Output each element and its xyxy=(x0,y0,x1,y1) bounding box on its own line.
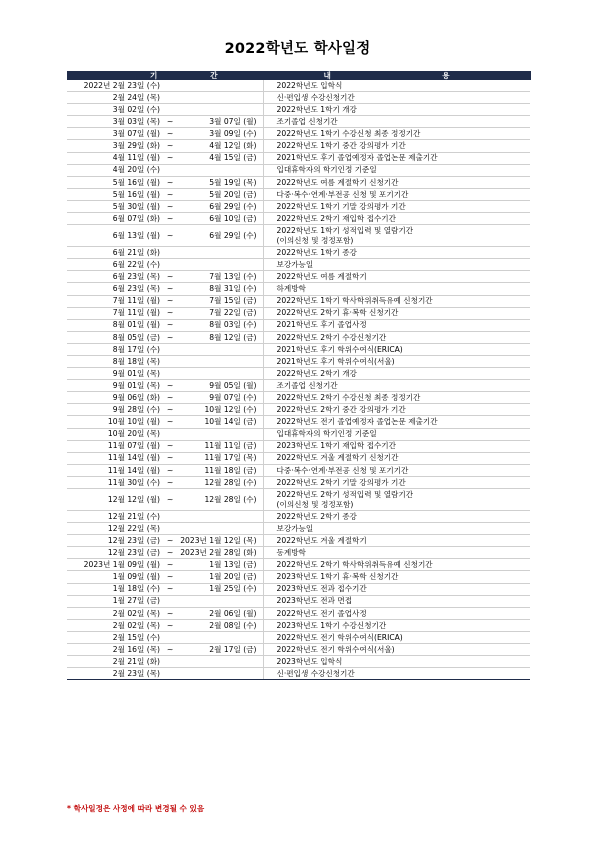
description-cell: 2023학년도 전과 면접 xyxy=(263,595,530,607)
start-date-cell: 12월 23일 (금) xyxy=(67,547,164,559)
table-row xyxy=(67,283,530,295)
end-date-cell: 5월 20일 (금) xyxy=(176,188,263,200)
range-tilde-cell: ~ xyxy=(164,176,176,188)
table-row xyxy=(67,225,530,247)
start-date-cell: 4월 11일 (월) xyxy=(67,152,164,164)
description-cell: 2022학년도 2학기 수강신청기간 xyxy=(263,331,530,343)
end-date-cell xyxy=(176,428,263,440)
description-cell: 2022학년도 2학기 학사학위취득유예 신청기간 xyxy=(263,559,530,571)
end-date-cell: 11월 18일 (금) xyxy=(176,464,263,476)
description-cell xyxy=(263,489,530,511)
range-tilde-cell xyxy=(164,428,176,440)
table-row xyxy=(67,644,530,656)
range-tilde-cell xyxy=(164,80,176,92)
table-row xyxy=(67,355,530,367)
end-date-cell: 8월 31일 (수) xyxy=(176,283,263,295)
range-tilde-cell: ~ xyxy=(164,271,176,283)
range-tilde-cell: ~ xyxy=(164,583,176,595)
range-tilde-cell: ~ xyxy=(164,295,176,307)
start-date-cell: 2월 23일 (목) xyxy=(67,668,164,680)
table-row xyxy=(67,656,530,668)
end-date-cell xyxy=(176,656,263,668)
description-cell: 2023학년도 1학기 휴·복학 신청기간 xyxy=(263,571,530,583)
description-cell: 2022학년도 겨울 계절학기 신청기간 xyxy=(263,452,530,464)
description-cell: 다중·복수·연계·부전공 신청 및 포기기간 xyxy=(263,464,530,476)
range-tilde-cell: ~ xyxy=(164,547,176,559)
description-cell: 2022학년도 2학기 수강신청 최종 정정기간 xyxy=(263,392,530,404)
start-date-cell: 11월 14일 (월) xyxy=(67,464,164,476)
table-row xyxy=(67,200,530,212)
start-date-cell: 1월 27일 (금) xyxy=(67,595,164,607)
start-date-cell: 2월 21일 (화) xyxy=(67,656,164,668)
description-cell: 2023학년도 입학식 xyxy=(263,656,530,668)
period-header-char-1: 기 xyxy=(150,70,158,80)
range-tilde-cell xyxy=(164,104,176,116)
description-cell: 2022학년도 1학기 수강신청 최종 정정기간 xyxy=(263,128,530,140)
description-cell: 보강가능일 xyxy=(263,259,530,271)
end-date-cell xyxy=(176,80,263,92)
range-tilde-cell: ~ xyxy=(164,607,176,619)
start-date-cell: 8월 05일 (금) xyxy=(67,331,164,343)
end-date-cell: 4월 15일 (금) xyxy=(176,152,263,164)
end-date-cell: 3월 07일 (월) xyxy=(176,116,263,128)
start-date-cell: 9월 06일 (화) xyxy=(67,392,164,404)
table-row xyxy=(67,489,530,511)
range-tilde-cell xyxy=(164,355,176,367)
table-row xyxy=(67,368,530,380)
description-line-1: 2022학년도 1학기 성적입력 및 열람기간 xyxy=(276,226,414,236)
table-row xyxy=(67,452,530,464)
start-date-cell: 6월 22일 (수) xyxy=(67,259,164,271)
description-cell: 2022학년도 겨울 계절학기 xyxy=(263,535,530,547)
start-date-cell: 6월 23일 (목) xyxy=(67,283,164,295)
end-date-cell xyxy=(176,259,263,271)
end-date-cell: 5월 19일 (목) xyxy=(176,176,263,188)
table-row xyxy=(67,213,530,225)
description-cell: 입대휴학자의 학기인정 기준일 xyxy=(263,428,530,440)
start-date-cell: 11월 07일 (월) xyxy=(67,440,164,452)
range-tilde-cell: ~ xyxy=(164,213,176,225)
table-row xyxy=(67,404,530,416)
end-date-cell: 10월 14일 (금) xyxy=(176,416,263,428)
range-tilde-cell: ~ xyxy=(164,452,176,464)
content-header xyxy=(263,71,530,80)
description-cell: 2023학년도 1학기 수강신청기간 xyxy=(263,619,530,631)
table-row xyxy=(67,595,530,607)
schedule-body xyxy=(67,80,530,680)
description-cell: 2022학년도 전기 졸업사정 xyxy=(263,607,530,619)
range-tilde-cell xyxy=(164,631,176,643)
description-cell: 2022학년도 1학기 기말 강의평가 기간 xyxy=(263,200,530,212)
start-date-cell: 6월 21일 (화) xyxy=(67,247,164,259)
start-date-cell: 10월 10일 (월) xyxy=(67,416,164,428)
range-tilde-cell xyxy=(164,368,176,380)
description-cell: 2022학년도 2학기 종강 xyxy=(263,511,530,523)
end-date-cell: 2월 08일 (수) xyxy=(176,619,263,631)
table-row xyxy=(67,188,530,200)
description-cell: 2021학년도 후기 학위수여식(ERICA) xyxy=(263,343,530,355)
description-cell: 2022학년도 여름 계절학기 신청기간 xyxy=(263,176,530,188)
start-date-cell: 1월 09일 (월) xyxy=(67,571,164,583)
start-date-cell: 11월 14일 (월) xyxy=(67,452,164,464)
description-cell: 2022학년도 1학기 종강 xyxy=(263,247,530,259)
start-date-cell: 5월 30일 (월) xyxy=(67,200,164,212)
end-date-cell xyxy=(176,523,263,535)
table-row xyxy=(67,440,530,452)
end-date-cell: 2023년 1월 12일 (목) xyxy=(176,535,263,547)
table-row xyxy=(67,380,530,392)
range-tilde-cell: ~ xyxy=(164,559,176,571)
start-date-cell: 3월 29일 (화) xyxy=(67,140,164,152)
content-header-char-1: 내 xyxy=(323,70,331,80)
description-line-2: (이의신청 및 정정포함) xyxy=(276,235,354,245)
start-date-cell: 2월 02일 (목) xyxy=(67,619,164,631)
table-row xyxy=(67,271,530,283)
table-row xyxy=(67,535,530,547)
end-date-cell: 12월 28일 (수) xyxy=(176,476,263,488)
table-row xyxy=(67,392,530,404)
range-tilde-cell xyxy=(164,668,176,680)
content-header-char-2: 용 xyxy=(442,70,450,80)
start-date-cell: 11월 30일 (수) xyxy=(67,476,164,488)
description-cell: 다중·복수·연계·부전공 신청 및 포기기간 xyxy=(263,188,530,200)
table-row xyxy=(67,523,530,535)
end-date-cell xyxy=(176,368,263,380)
start-date-cell: 2월 24일 (목) xyxy=(67,92,164,104)
start-date-cell: 9월 28일 (수) xyxy=(67,404,164,416)
start-date-cell: 12월 22일 (목) xyxy=(67,523,164,535)
end-date-cell: 3월 09일 (수) xyxy=(176,128,263,140)
range-tilde-cell: ~ xyxy=(164,152,176,164)
table-row xyxy=(67,307,530,319)
range-tilde-cell: ~ xyxy=(164,476,176,488)
range-tilde-cell: ~ xyxy=(164,225,176,247)
range-tilde-cell: ~ xyxy=(164,331,176,343)
description-cell xyxy=(263,225,530,247)
range-tilde-cell: ~ xyxy=(164,307,176,319)
table-row xyxy=(67,164,530,176)
description-cell: 2022학년도 여름 계절학기 xyxy=(263,271,530,283)
range-tilde-cell xyxy=(164,164,176,176)
range-tilde-cell: ~ xyxy=(164,116,176,128)
description-cell: 신·편입생 수강신청기간 xyxy=(263,92,530,104)
schedule-table xyxy=(67,71,531,680)
end-date-cell: 11월 17일 (목) xyxy=(176,452,263,464)
table-row xyxy=(67,80,530,92)
description-cell: 2023학년도 1학기 재입학 접수기간 xyxy=(263,440,530,452)
range-tilde-cell: ~ xyxy=(164,380,176,392)
range-tilde-cell: ~ xyxy=(164,489,176,511)
range-tilde-cell: ~ xyxy=(164,535,176,547)
end-date-cell xyxy=(176,92,263,104)
description-cell: 2022학년도 2학기 중간 강의평가 기간 xyxy=(263,404,530,416)
description-cell: 2022학년도 2학기 개강 xyxy=(263,368,530,380)
end-date-cell xyxy=(176,104,263,116)
range-tilde-cell: ~ xyxy=(164,404,176,416)
start-date-cell: 3월 02일 (수) xyxy=(67,104,164,116)
end-date-cell xyxy=(176,668,263,680)
start-date-cell: 6월 23일 (목) xyxy=(67,271,164,283)
table-row xyxy=(67,511,530,523)
end-date-cell: 1월 25일 (수) xyxy=(176,583,263,595)
end-date-cell: 9월 07일 (수) xyxy=(176,392,263,404)
table-row xyxy=(67,295,530,307)
end-date-cell: 7월 13일 (수) xyxy=(176,271,263,283)
range-tilde-cell xyxy=(164,523,176,535)
end-date-cell: 2023년 2월 28일 (화) xyxy=(176,547,263,559)
range-tilde-cell: ~ xyxy=(164,128,176,140)
start-date-cell: 5월 16일 (월) xyxy=(67,188,164,200)
table-row xyxy=(67,559,530,571)
table-row xyxy=(67,92,530,104)
start-date-cell: 6월 07일 (화) xyxy=(67,213,164,225)
description-cell: 2022학년도 전기 학위수여식(서울) xyxy=(263,644,530,656)
range-tilde-cell: ~ xyxy=(164,319,176,331)
range-tilde-cell: ~ xyxy=(164,140,176,152)
footnote: * 학사일정은 사정에 따라 변경될 수 있음 xyxy=(67,804,205,813)
start-date-cell: 4월 20일 (수) xyxy=(67,164,164,176)
end-date-cell xyxy=(176,164,263,176)
end-date-cell: 2월 06일 (월) xyxy=(176,607,263,619)
end-date-cell: 1월 20일 (금) xyxy=(176,571,263,583)
end-date-cell xyxy=(176,631,263,643)
table-row xyxy=(67,319,530,331)
start-date-cell: 12월 12일 (월) xyxy=(67,489,164,511)
start-date-cell: 10월 20일 (목) xyxy=(67,428,164,440)
end-date-cell: 4월 12일 (화) xyxy=(176,140,263,152)
table-row xyxy=(67,607,530,619)
description-cell: 2023학년도 전과 접수기간 xyxy=(263,583,530,595)
start-date-cell: 9월 01일 (목) xyxy=(67,380,164,392)
start-date-cell: 2023년 1월 09일 (월) xyxy=(67,559,164,571)
description-line-2: (이의신청 및 정정포함) xyxy=(276,499,354,509)
end-date-cell: 8월 03일 (수) xyxy=(176,319,263,331)
table-row xyxy=(67,668,530,680)
end-date-cell xyxy=(176,343,263,355)
description-cell: 입대휴학자의 학기인정 기준일 xyxy=(263,164,530,176)
table-row xyxy=(67,343,530,355)
description-cell: 2022학년도 전기 학위수여식(ERICA) xyxy=(263,631,530,643)
start-date-cell: 12월 23일 (금) xyxy=(67,535,164,547)
end-date-cell xyxy=(176,511,263,523)
table-row xyxy=(67,247,530,259)
table-row xyxy=(67,416,530,428)
table-row xyxy=(67,619,530,631)
description-cell: 2022학년도 입학식 xyxy=(263,80,530,92)
range-tilde-cell xyxy=(164,259,176,271)
table-row xyxy=(67,140,530,152)
description-cell: 조기졸업 신청기간 xyxy=(263,116,530,128)
table-row xyxy=(67,631,530,643)
range-tilde-cell: ~ xyxy=(164,619,176,631)
end-date-cell: 2월 17일 (금) xyxy=(176,644,263,656)
range-tilde-cell: ~ xyxy=(164,188,176,200)
range-tilde-cell: ~ xyxy=(164,200,176,212)
range-tilde-cell: ~ xyxy=(164,283,176,295)
end-date-cell xyxy=(176,355,263,367)
table-row xyxy=(67,464,530,476)
range-tilde-cell: ~ xyxy=(164,644,176,656)
description-line-1: 2022학년도 2학기 성적입력 및 열람기간 xyxy=(276,489,414,499)
description-cell: 2021학년도 후기 졸업사정 xyxy=(263,319,530,331)
description-cell: 보강가능일 xyxy=(263,523,530,535)
start-date-cell: 2월 02일 (목) xyxy=(67,607,164,619)
start-date-cell: 12월 21일 (수) xyxy=(67,511,164,523)
description-cell: 2021학년도 후기 졸업예정자 졸업논문 제출기간 xyxy=(263,152,530,164)
end-date-cell xyxy=(176,595,263,607)
table-row xyxy=(67,152,530,164)
description-cell: 2022학년도 전기 졸업예정자 졸업논문 제출기간 xyxy=(263,416,530,428)
table-row xyxy=(67,583,530,595)
range-tilde-cell xyxy=(164,656,176,668)
end-date-cell: 9월 05일 (월) xyxy=(176,380,263,392)
range-tilde-cell xyxy=(164,247,176,259)
end-date-cell: 6월 10일 (금) xyxy=(176,213,263,225)
end-date-cell: 12월 28일 (수) xyxy=(176,489,263,511)
range-tilde-cell xyxy=(164,511,176,523)
range-tilde-cell: ~ xyxy=(164,571,176,583)
range-tilde-cell xyxy=(164,92,176,104)
table-row xyxy=(67,571,530,583)
table-row xyxy=(67,428,530,440)
table-row xyxy=(67,104,530,116)
range-tilde-cell xyxy=(164,343,176,355)
end-date-cell: 6월 29일 (수) xyxy=(176,225,263,247)
range-tilde-cell: ~ xyxy=(164,464,176,476)
start-date-cell: 8월 18일 (목) xyxy=(67,355,164,367)
table-row xyxy=(67,547,530,559)
period-header-char-2: 간 xyxy=(210,70,218,80)
range-tilde-cell: ~ xyxy=(164,416,176,428)
description-cell: 신·편입생 수강신청기간 xyxy=(263,668,530,680)
start-date-cell: 5월 16일 (월) xyxy=(67,176,164,188)
start-date-cell: 8월 17일 (수) xyxy=(67,343,164,355)
start-date-cell: 2월 16일 (목) xyxy=(67,644,164,656)
range-tilde-cell: ~ xyxy=(164,440,176,452)
end-date-cell: 8월 12일 (금) xyxy=(176,331,263,343)
start-date-cell: 8월 01일 (월) xyxy=(67,319,164,331)
start-date-cell: 2월 15일 (수) xyxy=(67,631,164,643)
start-date-cell: 1월 18일 (수) xyxy=(67,583,164,595)
end-date-cell: 10월 12일 (수) xyxy=(176,404,263,416)
range-tilde-cell: ~ xyxy=(164,392,176,404)
period-header xyxy=(67,71,263,80)
description-cell: 2022학년도 1학기 개강 xyxy=(263,104,530,116)
end-date-cell xyxy=(176,247,263,259)
end-date-cell: 7월 15일 (금) xyxy=(176,295,263,307)
start-date-cell: 3월 03일 (목) xyxy=(67,116,164,128)
description-cell: 2022학년도 1학기 학사학위취득유예 신청기간 xyxy=(263,295,530,307)
start-date-cell: 3월 07일 (월) xyxy=(67,128,164,140)
table-row xyxy=(67,116,530,128)
description-cell: 2022학년도 2학기 기말 강의평가 기간 xyxy=(263,476,530,488)
end-date-cell: 11월 11일 (금) xyxy=(176,440,263,452)
description-cell: 조기졸업 신청기간 xyxy=(263,380,530,392)
range-tilde-cell xyxy=(164,595,176,607)
table-header-row xyxy=(67,71,530,80)
start-date-cell: 9월 01일 (목) xyxy=(67,368,164,380)
page-title: 2022학년도 학사일정 xyxy=(224,41,371,57)
description-cell: 2022학년도 2학기 재입학 접수기간 xyxy=(263,213,530,225)
start-date-cell: 7월 11일 (월) xyxy=(67,307,164,319)
table-row xyxy=(67,476,530,488)
description-cell: 하계방학 xyxy=(263,283,530,295)
description-cell: 2021학년도 후기 학위수여식(서울) xyxy=(263,355,530,367)
table-row xyxy=(67,128,530,140)
description-cell: 동계방학 xyxy=(263,547,530,559)
end-date-cell: 1월 13일 (금) xyxy=(176,559,263,571)
start-date-cell: 7월 11일 (월) xyxy=(67,295,164,307)
end-date-cell: 6월 29일 (수) xyxy=(176,200,263,212)
table-row xyxy=(67,176,530,188)
end-date-cell: 7월 22일 (금) xyxy=(176,307,263,319)
start-date-cell: 6월 13일 (월) xyxy=(67,225,164,247)
description-cell: 2022학년도 1학기 중간 강의평가 기간 xyxy=(263,140,530,152)
start-date-cell: 2022년 2월 23일 (수) xyxy=(67,80,164,92)
table-row xyxy=(67,259,530,271)
table-row xyxy=(67,331,530,343)
description-cell: 2022학년도 2학기 휴·복학 신청기간 xyxy=(263,307,530,319)
